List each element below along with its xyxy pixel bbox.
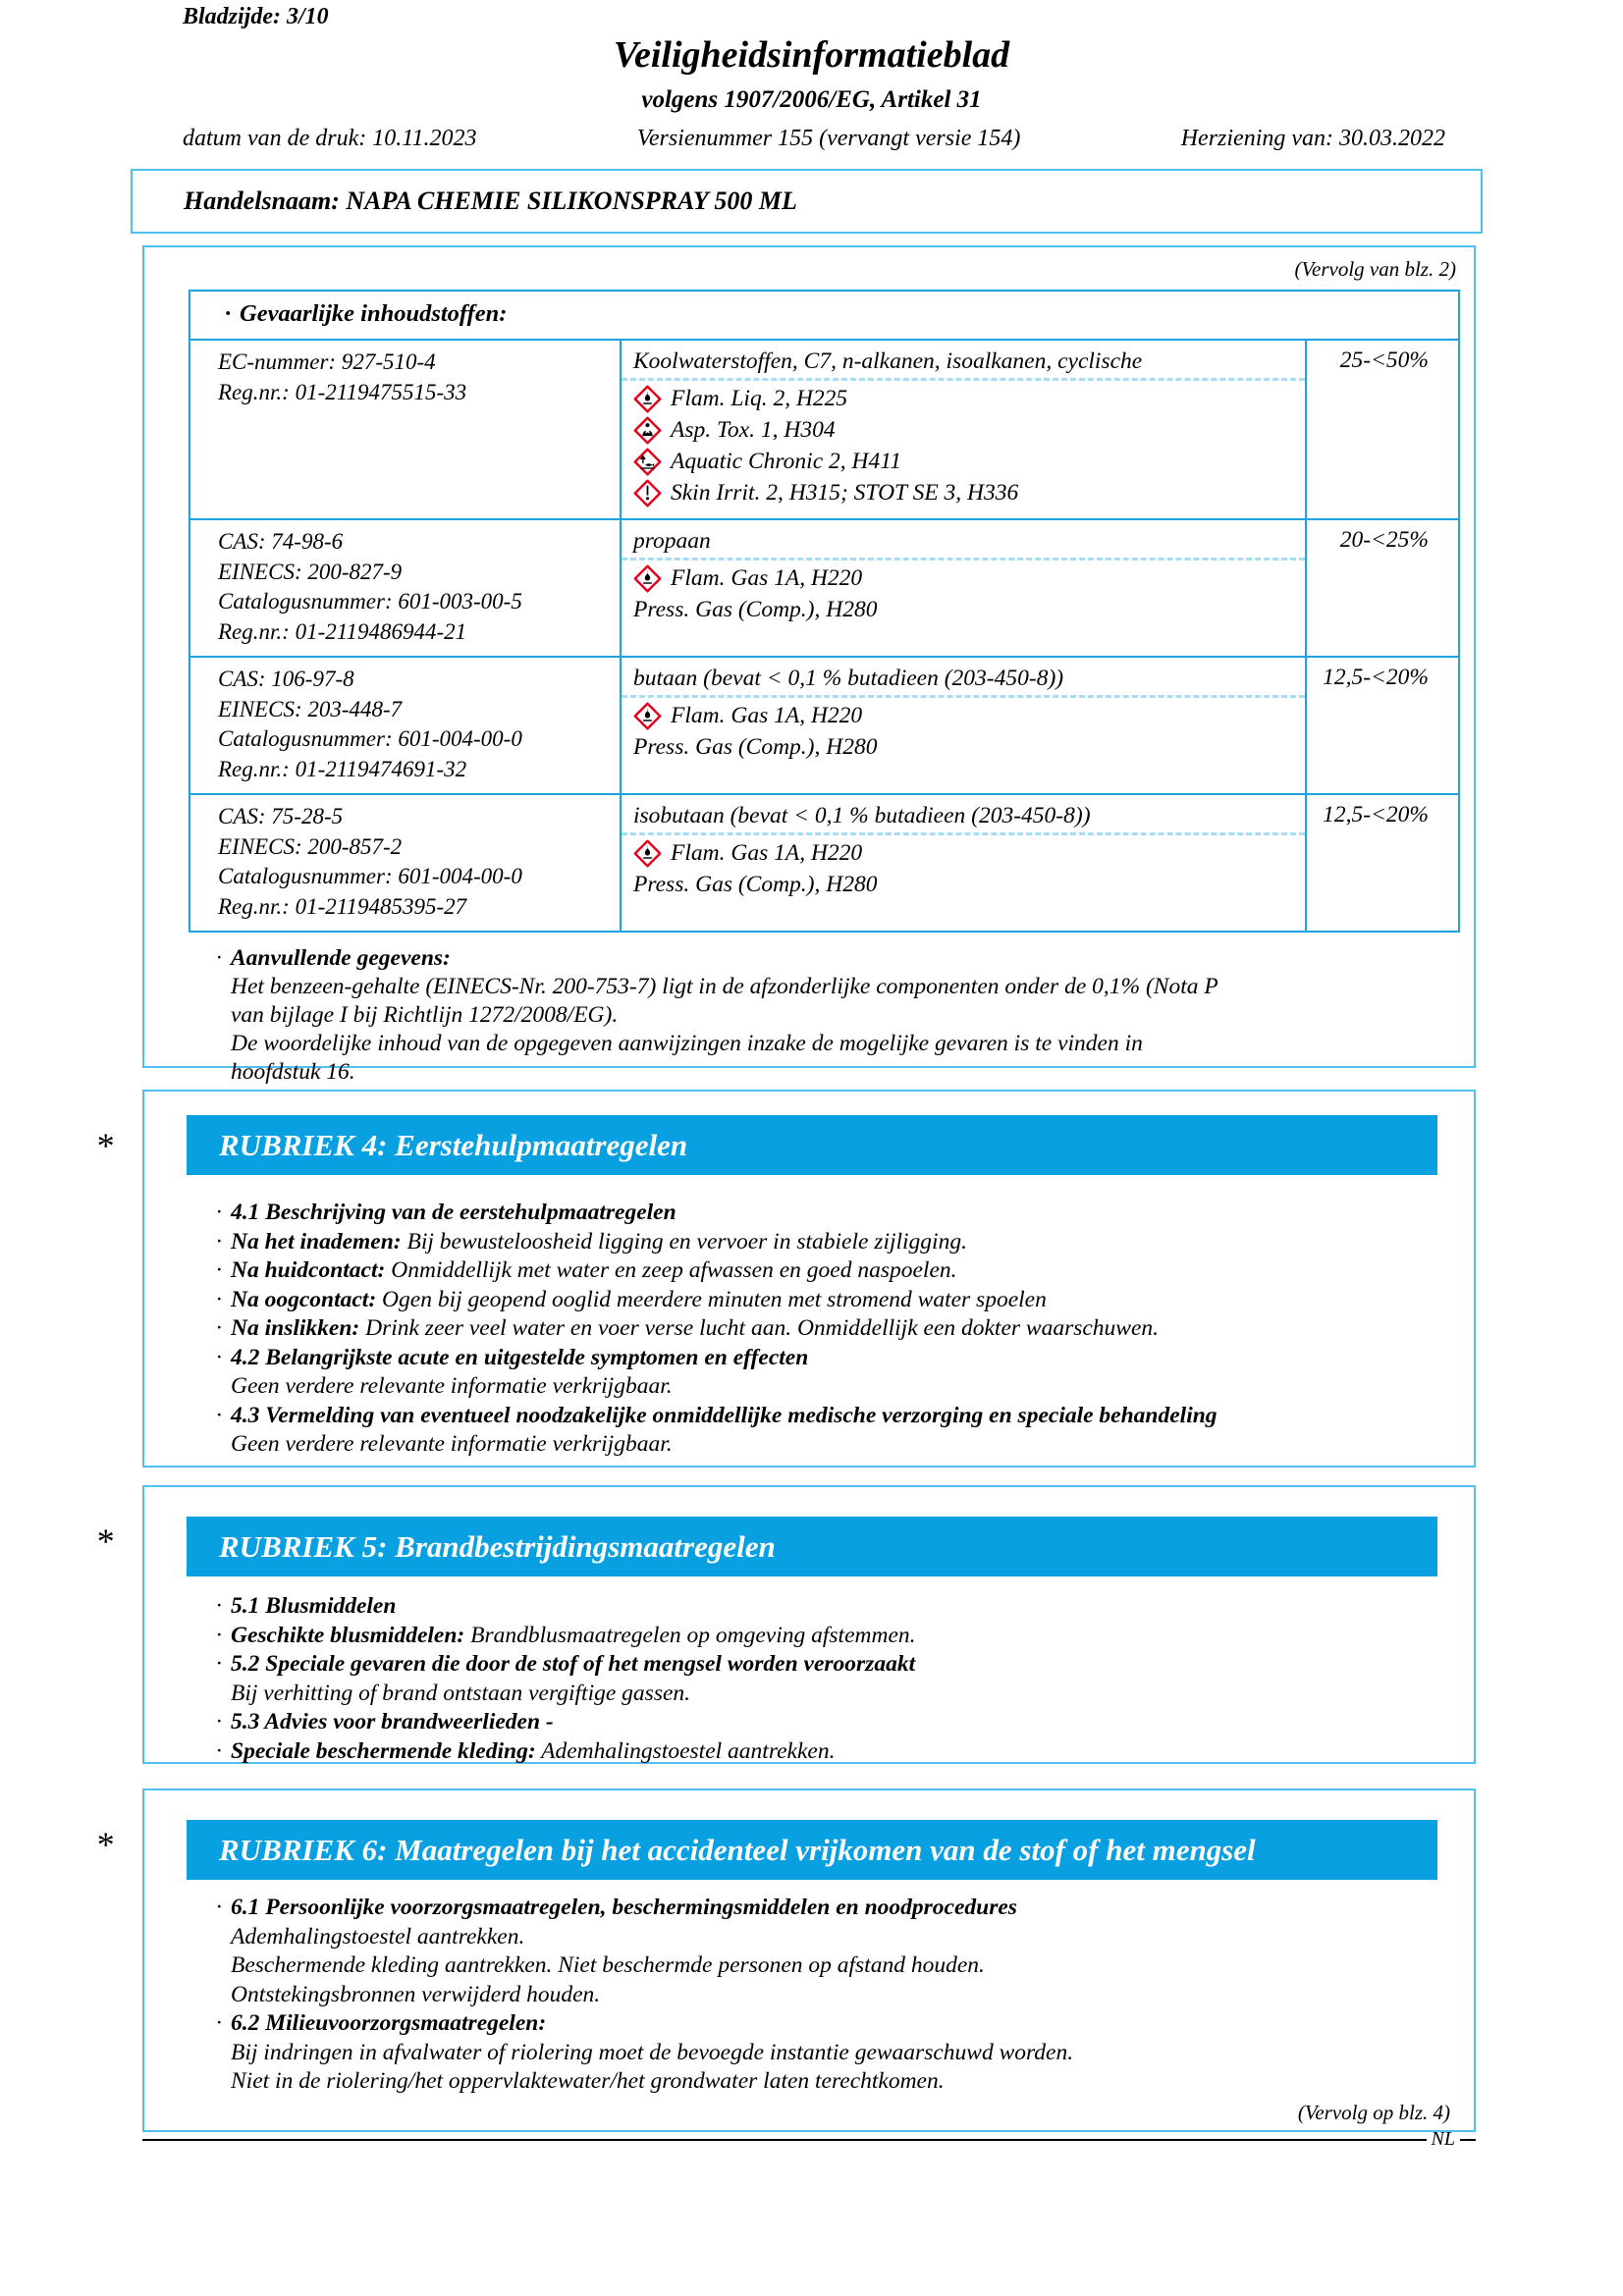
concentration-range: 25-<50% [1339,347,1429,373]
line-text: Ontstekingsbronnen verwijderd houden. [231,1981,601,2007]
bold-label: 5.1 Blusmiddelen [231,1593,397,1619]
text-line [216,1344,1444,1373]
text-line [216,1951,1444,1981]
line-text: Geen verdere relevante informatie verkrijgbaar. [231,1373,673,1399]
continued-from-note: (Vervolg van blz. 2) [1294,257,1456,281]
hazard-text: Flam. Gas 1A, H220 [671,565,863,591]
bold-label: 4.2 Belangrijkste acute en uitgestelde symptomen en effecten [231,1344,809,1370]
footer-rule-end [1460,2139,1476,2141]
text-line [216,1923,1444,1952]
hazard-text: Press. Gas (Comp.), H280 [633,872,878,897]
bold-label: 4.1 Beschrijving van de eerstehulpmaatregelen [231,1200,676,1225]
substance-classification [620,658,1307,793]
line-text: De woordelijke inhoud van de opgegeven aanwijzingen inzake de mogelijke gevaren is te vinden in [231,1031,1143,1056]
revision-date: Herziening van: 30.03.2022 [1180,126,1445,151]
flame-icon [633,385,662,413]
section-title: RUBRIEK 6: Maatregelen bij het accidenteel vrijkomen van de stof of het mengsel [219,1832,1256,1867]
identifier-line: Reg.nr.: 01-2119475515-33 [218,379,467,404]
dashed-separator [622,832,1305,835]
line-text: Geen verdere relevante informatie verkrijgbaar. [231,1431,673,1457]
bold-label: 5.2 Speciale gevaren die door de stof of het mengsel worden veroorzaakt [231,1651,916,1677]
hazard-line [633,732,1299,763]
bold-label: Na inslikken: [231,1315,360,1341]
section-title: RUBRIEK 4: Eerstehulpmaatregelen [219,1127,688,1162]
ingredient-row [190,520,1458,658]
changed-marker-asterisk: * [95,1126,113,1165]
dashed-separator [622,695,1305,698]
hazard-line [633,870,1299,900]
section-body [216,1894,1444,2097]
bullet-dot: · [216,1593,222,1619]
bullet-dot: · [216,1228,222,1255]
document-title: Veiligheidsinformatieblad [613,34,1010,76]
identifier-line: CAS: 75-28-5 [218,804,344,828]
identifier-line: EINECS: 200-827-9 [218,559,403,584]
section-title: RUBRIEK 5: Brandbestrijdingsmaatregelen [219,1528,776,1564]
substance-name: isobutaan (bevat < 0,1 % butadieen (203-450-8)) [633,803,1091,828]
hazard-text: Asp. Tox. 1, H304 [671,417,836,443]
text-line [216,1737,1444,1767]
bullet-dot: · [216,1257,222,1283]
text-line [216,2067,1444,2097]
changed-marker-asterisk: * [95,1825,113,1864]
identifier-line: EINECS: 200-857-2 [218,833,403,859]
version-number: Versienummer 155 (vervangt versie 154) [636,126,1021,151]
bold-label: Aanvullende gegevens: [231,945,451,971]
line-text: Brandblusmaatregelen op omgeving afstemmen. [464,1622,916,1648]
footer-rule [142,2139,1427,2141]
ingredient-row [190,341,1458,520]
line-text: Ogen bij geopend ooglid meerdere minuten met stromend water spoelen [376,1286,1047,1312]
line-text: Onmiddellijk met water en zeep afwassen en goed naspoelen. [385,1257,957,1283]
bold-label: Speciale beschermende kleding: [231,1737,536,1764]
bold-label: Geschikte blusmiddelen: [231,1622,465,1648]
line-text: Drink zeer veel water en voer verse lucht aan. Onmiddellijk een dokter waarschuwen. [359,1315,1160,1341]
text-line [216,1708,1444,1737]
hazard-line [633,478,1299,508]
section-title-bar [187,1820,1437,1880]
bullet-dot: · [216,1709,222,1735]
hazard-line [633,384,1299,414]
hazard-text: Flam. Gas 1A, H220 [671,703,863,728]
substance-classification [620,795,1307,931]
health-hazard-icon [633,416,662,445]
line-text: Bij verhitting of brand ontstaan vergiftige gassen. [231,1680,691,1706]
flame-icon [633,564,662,593]
trade-name: Handelsnaam: NAPA CHEMIE SILIKONSPRAY 500 ML [184,187,797,215]
bold-label: Na oogcontact: [231,1286,377,1312]
ingredients-table-header [190,292,1458,341]
ingredients-table [189,290,1460,933]
line-text: Beschermende kleding aantrekken. Niet beschermde personen op afstand houden. [231,1952,985,1978]
concentration-range: 20-<25% [1339,527,1429,553]
text-line [216,1894,1444,1923]
bullet-dot: · [216,1895,222,1920]
bullet-dot: · [216,1344,222,1370]
hazard-text: Flam. Gas 1A, H220 [671,840,863,866]
substance-identifiers [190,341,620,518]
print-date: datum van de druk: 10.11.2023 [183,126,477,151]
hazard-text: Flam. Liq. 2, H225 [671,386,848,411]
hazard-text: Skin Irrit. 2, H315; STOT SE 3, H336 [671,480,1019,506]
section-title-bar [187,1517,1437,1576]
hazard-line [633,563,1299,594]
text-line [216,1256,1444,1286]
text-line [216,1650,1444,1680]
text-line [216,1286,1444,1315]
identifier-line: Reg.nr.: 01-2119474691-32 [218,756,467,781]
document-meta-row [183,126,1445,152]
section-body [216,1592,1444,1766]
dashed-separator [622,558,1305,561]
dashed-separator [622,378,1305,381]
bold-label: 4.3 Vermelding van eventueel noodzakelijke onmiddellijke medische verzorging en speciale behandeling [231,1402,1217,1428]
environment-icon [633,448,662,476]
page-number: Bladzijde: 3/10 [183,4,329,29]
text-line [216,1001,1454,1030]
identifier-line: EC-nummer: 927-510-4 [218,349,436,374]
section-body [216,1199,1444,1460]
ingredients-header-label: Gevaarlijke inhoudstoffen: [240,300,508,327]
text-line [216,1199,1444,1228]
bullet-dot: · [216,1622,222,1648]
hazard-line [633,447,1299,477]
text-line [216,944,1454,973]
identifier-line: CAS: 74-98-6 [218,529,344,554]
substance-name: Koolwaterstoffen, C7, n-alkanen, isoalkanen, cyclische [633,348,1143,374]
text-line [216,1981,1444,2010]
trade-name-box [131,169,1483,234]
text-line [216,1228,1444,1257]
substance-classification [620,520,1307,656]
identifier-line: Catalogusnummer: 601-003-00-5 [218,589,522,614]
ingredients-table-body [190,341,1458,931]
bold-label: 6.1 Persoonlijke voorzorgsmaatregelen, beschermingsmiddelen en noodprocedures [231,1895,1017,1920]
section-title-bar [187,1115,1437,1175]
text-line [216,1314,1444,1344]
bullet-dot: · [216,945,222,971]
flame-icon [633,702,662,730]
section-rubriek-5 [95,1485,1476,1764]
hazard-line [633,701,1299,731]
text-line [216,1430,1444,1460]
bold-label: Na het inademen: [231,1228,402,1255]
bullet-dot: · [216,1286,222,1312]
identifier-line: Reg.nr.: 01-2119485395-27 [218,893,467,919]
text-line [216,1058,1454,1087]
hazard-line [633,595,1299,625]
text-line [216,1622,1444,1651]
line-text: van bijlage I bij Richtlijn 1272/2008/EG). [231,1002,619,1028]
line-text: hoofdstuk 16. [231,1059,355,1085]
text-line [216,2039,1444,2068]
bullet-dot: · [216,1315,222,1341]
concentration-range: 12,5-<20% [1323,665,1429,690]
bullet-dot: · [216,1200,222,1225]
text-line [216,1402,1444,1431]
identifier-line: EINECS: 203-448-7 [218,696,403,721]
hazard-line [633,415,1299,446]
text-line [216,1372,1444,1402]
text-line [216,1680,1444,1709]
identifier-line: CAS: 106-97-8 [218,667,354,691]
exclamation-icon [633,479,662,507]
changed-marker-asterisk: * [95,1522,113,1561]
hazard-line [633,838,1299,869]
substance-identifiers [190,520,620,656]
hazard-text: Press. Gas (Comp.), H280 [633,597,878,622]
substance-classification [620,341,1307,518]
bullet-dot: · [216,2010,222,2036]
line-text: Niet in de riolering/het oppervlaktewater/het grondwater laten terechtkomen. [231,2068,945,2094]
bold-label: 5.3 Advies voor brandweerlieden - [231,1709,554,1735]
continued-on-note: (Vervolg op blz. 4) [1297,2100,1450,2124]
text-line [216,1030,1454,1058]
line-text: Het benzeen-gehalte (EINECS-Nr. 200-753-7) ligt in de afzonderlijke componenten onder de 0,1% (Nota P [231,974,1218,999]
document-subtitle: volgens 1907/2006/EG, Artikel 31 [641,86,982,113]
hazard-text: Press. Gas (Comp.), H280 [633,734,878,760]
bullet-dot: · [216,1402,222,1428]
bullet-dot: · [225,300,232,327]
additional-data [216,944,1454,1087]
concentration-range: 12,5-<20% [1323,802,1429,828]
ingredient-row [190,795,1458,931]
section-rubriek-4 [95,1090,1476,1468]
line-text: Ademhalingstoestel aantrekken. [231,1923,525,1949]
section-rubriek-6 [95,1789,1476,2132]
bold-label: Na huidcontact: [231,1257,386,1283]
hazard-text: Aquatic Chronic 2, H411 [671,449,901,474]
flame-icon [633,839,662,868]
substance-name: butaan (bevat < 0,1 % butadieen (203-450-8)) [633,666,1064,691]
text-line [216,1592,1444,1622]
line-text: Bij bewusteloosheid ligging en vervoer in stabiele zijligging. [401,1228,967,1255]
bold-label: 6.2 Milieuvoorzorgsmaatregelen: [231,2010,547,2036]
hazardous-ingredients-box [142,245,1476,1085]
substance-name: propaan [633,528,711,554]
identifier-line: Catalogusnummer: 601-004-00-0 [218,726,522,751]
language-code: NL [1431,2128,1455,2150]
identifier-line: Reg.nr.: 01-2119486944-21 [218,618,467,644]
substance-identifiers [190,795,620,931]
page-footer [142,2128,1476,2151]
substance-identifiers [190,658,620,793]
text-line [216,2009,1444,2039]
identifier-line: Catalogusnummer: 601-004-00-0 [218,864,522,888]
text-line [216,973,1454,1001]
line-text: Ademhalingstoestel aantrekken. [535,1737,836,1764]
ingredient-row [190,658,1458,795]
line-text: Bij indringen in afvalwater of riolering moet de bevoegde instantie gewaarschuwd worden. [231,2039,1074,2065]
bullet-dot: · [216,1737,222,1764]
bullet-dot: · [216,1651,222,1677]
